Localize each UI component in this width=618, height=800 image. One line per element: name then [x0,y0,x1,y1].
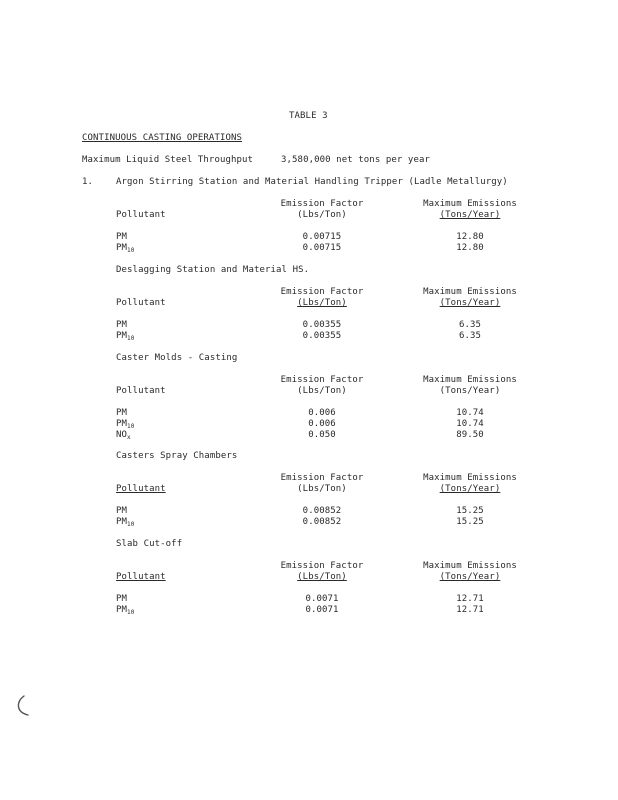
me-header-line1: Maximum Emissions [423,375,517,385]
row-pollutant: $PM_{10}$ [116,517,135,528]
me-header-line2: (Tons/Year) [439,484,501,494]
row-factor: 0.00852 [302,506,342,516]
row-factor: 0.00355 [302,331,342,341]
row-factor: 0.00715 [302,243,342,253]
row-pollutant: PM [116,408,128,418]
me-header-line2: (Tons/Year) [439,298,501,308]
row-emissions: 10.74 [456,419,484,429]
row-pollutant: $NO_x$ [116,430,131,441]
me-header-line2: (Tons/Year) [439,386,501,396]
row-pollutant: PM [116,506,128,516]
row-pollutant: PM [116,594,128,604]
ef-header-line2: (Lbs/Ton) [297,298,347,308]
section-title-spray-chambers: Casters Spray Chambers [116,451,238,461]
row-factor: 0.0071 [305,594,339,604]
row-factor: 0.006 [308,408,336,418]
table-title: TABLE 3 [289,111,328,121]
row-emissions: 15.25 [456,517,484,527]
row-pollutant: $PM_{10}$ [116,605,135,616]
pollutant-header: Pollutant [116,386,166,396]
row-emissions: 15.25 [456,506,484,516]
ef-header-line1: Emission Factor [280,561,364,571]
section-title-deslagging: Deslagging Station and Material HS. [116,265,310,275]
pollutant-header: Pollutant [116,298,166,308]
pollutant-header: Pollutant [116,210,166,220]
ef-header-line2: (Lbs/Ton) [297,386,347,396]
row-pollutant: PM [116,232,128,242]
ef-header-line1: Emission Factor [280,375,364,385]
row-factor: 0.00852 [302,517,342,527]
row-pollutant: $PM_{10}$ [116,243,135,254]
pollutant-header: Pollutant [116,572,166,582]
row-emissions: 89.50 [456,430,484,440]
section-title-slab-cutoff: Slab Cut-off [116,539,183,549]
row-factor: 0.00715 [302,232,342,242]
row-factor: 0.0071 [305,605,339,615]
section-title: CONTINUOUS CASTING OPERATIONS [82,133,243,143]
row-emissions: 12.80 [456,232,484,242]
section-title-argon: Argon Stirring Station and Material Handling Tripper (Ladle Metallurgy) [116,177,508,187]
row-factor: 0.006 [308,419,336,429]
scan-mark-icon [14,694,36,718]
me-header-line2: (Tons/Year) [439,572,501,582]
row-factor: 0.00355 [302,320,342,330]
me-header-line1: Maximum Emissions [423,473,517,483]
row-emissions: 6.35 [458,320,482,330]
me-header-line1: Maximum Emissions [423,287,517,297]
row-emissions: 12.80 [456,243,484,253]
row-emissions: 12.71 [456,594,484,604]
section-title-caster-molds: Caster Molds - Casting [116,353,238,363]
item-number: 1. [82,177,94,187]
me-header-line2: (Tons/Year) [439,210,501,220]
ef-header-line1: Emission Factor [280,473,364,483]
ef-header-line1: Emission Factor [280,287,364,297]
throughput-label: Maximum Liquid Steel Throughput [82,155,254,165]
pollutant-header: Pollutant [116,484,166,494]
ef-header-line2: (Lbs/Ton) [297,572,347,582]
row-emissions: 10.74 [456,408,484,418]
throughput-value: 3,580,000 net tons per year [281,155,430,165]
row-emissions: 6.35 [458,331,482,341]
me-header-line1: Maximum Emissions [423,199,517,209]
row-pollutant: $PM_{10}$ [116,419,135,430]
ef-header-line2: (Lbs/Ton) [297,210,347,220]
row-pollutant: PM [116,320,128,330]
row-pollutant: $PM_{10}$ [116,331,135,342]
row-factor: 0.050 [308,430,336,440]
me-header-line1: Maximum Emissions [423,561,517,571]
ef-header-line2: (Lbs/Ton) [297,484,347,494]
row-emissions: 12.71 [456,605,484,615]
ef-header-line1: Emission Factor [280,199,364,209]
